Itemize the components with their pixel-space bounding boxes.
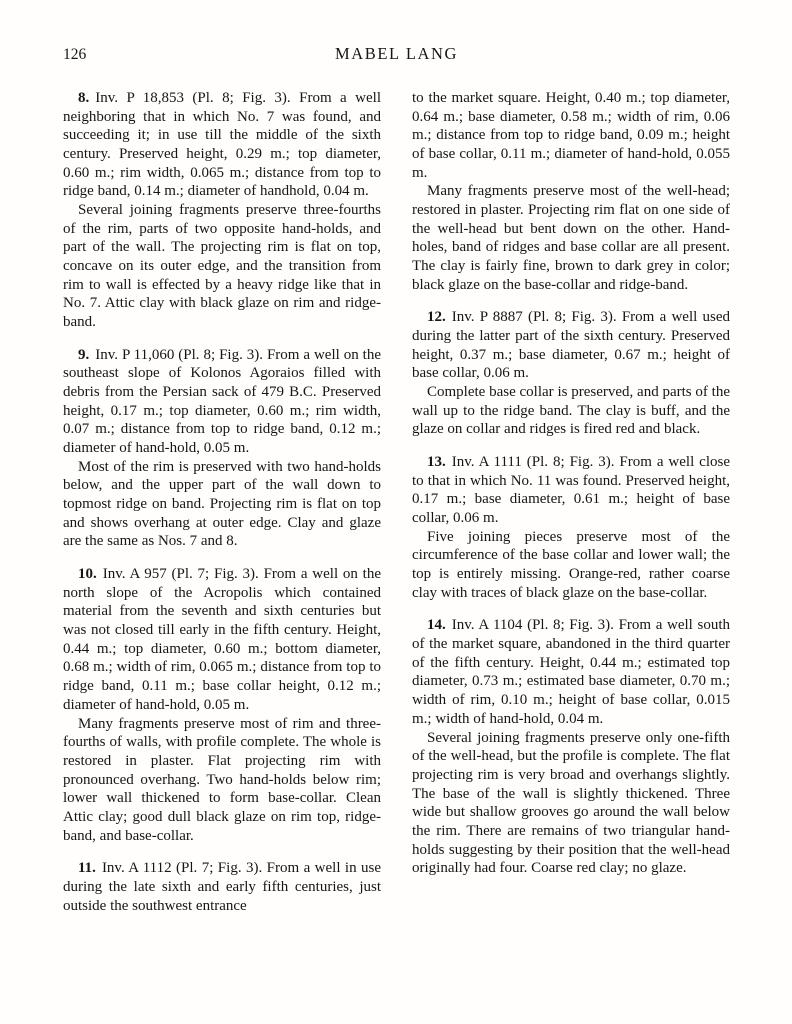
- entry-intro-text: Inv. A 1111 (Pl. 8; Fig. 3). From a well close to that in which No. 11 was found. Preserved height, 0.17 m.; base diameter, 0.61 m.; height of base collar, 0.06 m.: [412, 454, 730, 527]
- catalog-entry-12: [412, 308, 730, 439]
- page-number: 126: [63, 46, 87, 63]
- entry-number: 12.: [427, 309, 446, 326]
- catalog-entry-11: [63, 859, 381, 915]
- entry-number: 9.: [78, 346, 90, 363]
- entry-intro-text: Inv. A 1104 (Pl. 8; Fig. 3). From a well south of the market square, abandoned in the third quarter of the fifth century. Height, 0.44 m.; estimated top diameter, 0.73 m.; estimated base diameter, 0.70 m.; width of rim, 0.10 m.; height of base collar, 0.015 m.; width of hand-hold, 0.04 m.: [412, 617, 730, 727]
- catalog-entry-11-continued: [412, 89, 730, 294]
- catalog-entry-14: [412, 616, 730, 877]
- column-left: [63, 89, 381, 915]
- entry-intro-text: Inv. P 11,060 (Pl. 8; Fig. 3). From a well on the southeast slope of Kolonos Agoraios filled with debris from the Persian sack of 479 B.C. Preserved height, 0.17 m.; top diameter, 0.60 m.; rim width, 0.07 m.; distance from top to ridge band, 0.12 m.; diameter of hand-hold, 0.05 m.: [63, 346, 381, 457]
- entry-body-paragraph: Many fragments preserve most of rim and three-fourths of walls, with profile complete. The whole is restored in plaster. Flat projecting rim with pronounced overhang. Two hand-holds below rim; lower wall thickened to form base-collar. Clean Attic clay; good dull black glaze on rim top, ridge-band, and base-collar.: [63, 715, 381, 844]
- running-head: MABEL LANG: [334, 44, 459, 63]
- entry-intro-text: Inv. P 8887 (Pl. 8; Fig. 3). From a well used during the latter part of the sixth century. Preserved height, 0.37 m.; base diameter, 0.67 m.; height of base collar, 0.06 m.: [412, 309, 730, 382]
- entry-intro-paragraph: [63, 859, 381, 915]
- entry-continuation-paragraph: to the market square. Height, 0.40 m.; top diameter, 0.64 m.; base diameter, 0.58 m.; width of rim, 0.06 m.; distance from top to ridge band, 0.09 m.; height of base collar, 0.11 m.; diameter of hand-hold, 0.055 m.: [412, 90, 730, 181]
- entry-intro-text: Inv. A 1112 (Pl. 7; Fig. 3). From a well in use during the late sixth and early fifth centuries, just outside the southwest entrance: [63, 860, 381, 914]
- entry-intro-paragraph: [63, 346, 381, 458]
- entry-body-paragraph: Several joining fragments preserve three-fourths of the rim, parts of two opposite hand-holds, and part of the wall. The projecting rim is flat on top, concave on its outer edge, and the transition from rim to wall is effected by a heavy ridge like that in No. 7. Attic clay with black glaze on rim and ridge-band.: [63, 202, 381, 331]
- entry-body-paragraph: Many fragments preserve most of the well-head; restored in plaster. Projecting rim flat on one side of the well-head but bent down on the other. Hand-holes, band of ridges and base collar are all present. The clay is fairly fine, brown to dark grey in color; black glaze on the base-collar and ridge-band.: [412, 183, 730, 293]
- two-column-text: [63, 89, 730, 915]
- entry-intro-paragraph: [412, 308, 730, 383]
- catalog-entry-8: [63, 89, 381, 332]
- catalog-entry-10: [63, 565, 381, 845]
- entry-intro-text: Inv. A 957 (Pl. 7; Fig. 3). From a well on the north slope of the Acropolis which contained material from the seventh and sixth centuries but was not closed till early in the fifth century. Height, 0.44 m.; top diameter, 0.60 m.; bottom diameter, 0.68 m.; width of rim, 0.065 m.; distance from top to ridge band, 0.11 m.; base collar height, 0.12 m.; diameter of hand-hold, 0.05 m.: [63, 566, 381, 713]
- column-right: [412, 89, 730, 915]
- entry-intro-paragraph: [412, 616, 730, 728]
- entry-number: 8.: [78, 90, 90, 106]
- entry-number: 14.: [427, 617, 446, 634]
- entry-body-paragraph: Several joining fragments preserve only one-fifth of the well-head, but the profile is complete. The flat projecting rim is very broad and overhangs slightly. The base of the wall is slightly thickened. Three wide but shallow grooves go around the wall below the rim. There are remains of two triangular hand-holds suggesting by their position that the well-head originally had four. Coarse red clay; no glaze.: [412, 729, 730, 877]
- entry-intro-paragraph: [63, 89, 381, 201]
- entry-body-paragraph: Five joining pieces preserve most of the circumference of the base collar and lower wall; the top is entirely missing. Orange-red, rather coarse clay with traces of black glaze on the base-collar.: [412, 528, 730, 601]
- entry-intro-paragraph: [412, 453, 730, 528]
- catalog-entry-13: [412, 453, 730, 602]
- page-header: [63, 44, 730, 64]
- entry-number: 11.: [78, 860, 96, 877]
- catalog-entry-9: [63, 346, 381, 551]
- entry-body-paragraph: Most of the rim is preserved with two hand-holds below, and the upper part of the wall down to topmost ridge on band. Projecting rim is flat on top and shows overhang at outer edge. Clay and glaze are the same as Nos. 7 and 8.: [63, 458, 381, 550]
- header-left: [63, 46, 335, 64]
- entry-number: 10.: [78, 566, 97, 583]
- entry-number: 13.: [427, 454, 446, 471]
- entry-intro-text: Inv. P 18,853 (Pl. 8; Fig. 3). From a well neighboring that in which No. 7 was found, and succeeding it; in use till the middle of the sixth century. Preserved height, 0.29 m.; top diameter, 0.60 m.; rim width, 0.065 m.; distance from top to ridge band, 0.14 m.; diameter of handhold, 0.04 m.: [63, 90, 381, 200]
- entry-intro-paragraph: [63, 565, 381, 714]
- entry-body-paragraph: Complete base collar is preserved, and parts of the wall up to the ridge band. The clay is buff, and the glaze on collar and ridges is fired red and black.: [412, 384, 730, 438]
